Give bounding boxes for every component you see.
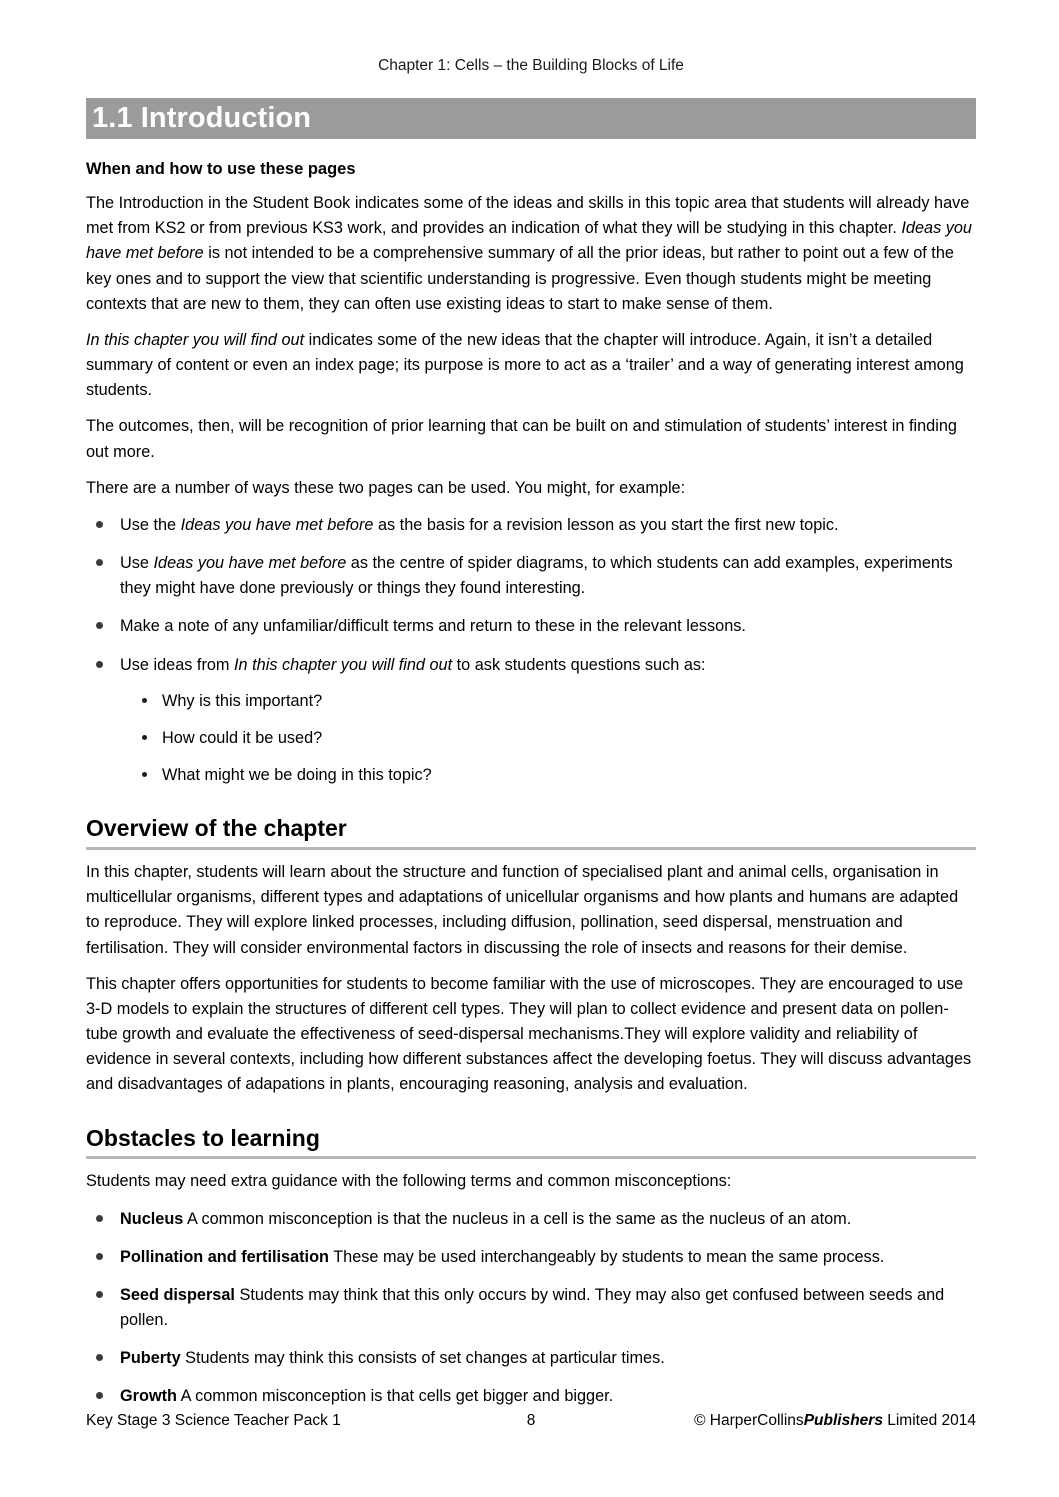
bullet-disc-icon: [96, 1253, 103, 1260]
question-bullet-0: Why is this important?: [162, 691, 323, 710]
list-item: [86, 1283, 976, 1333]
question-bullet-list: [135, 689, 976, 789]
list-item: [86, 1346, 976, 1371]
subheading-when-and-how: When and how to use these pages: [86, 159, 356, 178]
page-footer: [86, 1412, 976, 1431]
obstacle-text-3: Students may think this consists of set changes at particular times.: [180, 1349, 665, 1368]
usage-bullet-list: [86, 513, 976, 788]
intro-paragraph-3: The outcomes, then, will be recognition of prior learning that can be built on and stimulation of students’ interest in finding out more.: [86, 417, 957, 461]
intro-p2-text: indicates some of the new ideas that the chapter will introduce. Again, it isn’t a detailed summary of content or even an index page; its purpose is more to act as a ‘trailer’ and a way of generating interest among students.: [86, 330, 964, 400]
bullet-disc-icon: [96, 559, 103, 566]
obstacle-term-1: Pollination and fertilisation: [120, 1247, 329, 1266]
list-item: [86, 653, 976, 789]
obstacle-term-2: Seed dispersal: [120, 1285, 235, 1304]
bullet-disc-icon: [96, 661, 103, 668]
list-item: [86, 1384, 976, 1409]
section-banner: [86, 98, 976, 139]
intro-paragraph-2: [86, 328, 976, 404]
usage-bullet-1-pre: Use: [120, 554, 154, 573]
bullet-disc-icon: [96, 1354, 103, 1361]
question-bullet-1: How could it be used?: [162, 728, 323, 747]
obstacle-text-0: A common misconception is that the nucleus in a cell is the same as the nucleus of an atom.: [183, 1209, 852, 1228]
intro-paragraph-1: [86, 191, 976, 317]
banner-title: 1.1 Introduction: [92, 101, 312, 134]
intro-p2-emphasis: In this chapter you will find out: [86, 330, 305, 349]
obstacle-term-0: Nucleus: [120, 1209, 184, 1228]
overview-paragraph-1: In this chapter, students will learn about the structure and function of specialised plant and animal cells, organisation in multicellular organisms, different types and adaptations of unicellular organisms and how plants and humans are adapted to reproduce. They will explore linked processes, including diffusion, pollination, seed dispersal, menstruation and fertilisation. They will consider environmental factors in discussing the role of insects and reasons for their demise.: [86, 863, 959, 957]
bullet-disc-icon: [96, 1215, 103, 1222]
intro-p1-emphasis: Ideas you have met before: [86, 219, 972, 263]
intro-paragraph-4: There are a number of ways these two pages can be used. You might, for example:: [86, 478, 686, 497]
question-bullet-wrapper: [135, 689, 976, 789]
usage-bullet-3-post: to ask students questions such as:: [452, 655, 706, 674]
footer-row: [86, 1412, 976, 1431]
obstacles-intro-paragraph: Students may need extra guidance with the following terms and common misconceptions:: [86, 1172, 732, 1191]
usage-bullet-2-pre: Make a note of any unfamiliar/difficult terms and return to these in the relevant lessons.: [120, 617, 746, 636]
footer-page-number: 8: [526, 1412, 536, 1429]
section-heading-overview: Overview of the chapter: [86, 814, 976, 850]
usage-bullet-0-pre: Use the: [120, 515, 181, 534]
intro-p1-text-a: The Introduction in the Student Book indicates some of the ideas and skills in this topic area that students will already have met from KS2 or from previous KS3 work, and provides an indication of what they will be studying in this chapter.: [86, 194, 970, 238]
list-item: [135, 689, 976, 714]
list-item: [86, 551, 976, 601]
obstacle-term-4: Growth: [120, 1387, 177, 1406]
obstacles-bullet-list: [86, 1207, 976, 1410]
running-header: Chapter 1: Cells – the Building Blocks of Life: [378, 57, 684, 74]
obstacle-text-4: A common misconception is that cells get bigger and bigger.: [176, 1387, 614, 1406]
list-item: [86, 1245, 976, 1270]
usage-bullet-3-emphasis: In this chapter you will find out: [234, 655, 453, 674]
list-item: [86, 1207, 976, 1232]
usage-bullet-0-emphasis: Ideas you have met before: [180, 515, 374, 534]
usage-bullet-1-emphasis: Ideas you have met before: [153, 554, 347, 573]
page-content: [86, 0, 976, 1410]
footer-copyright: [694, 1412, 976, 1431]
usage-bullet-1-post: as the centre of spider diagrams, to which students can add examples, experiments they might have done previously or things they found interesting.: [120, 554, 953, 598]
list-item: [86, 614, 976, 639]
bullet-disc-icon: [142, 735, 147, 740]
obstacle-text-1: These may be used interchangeably by students to mean the same process.: [328, 1247, 885, 1266]
bullet-disc-icon: [96, 521, 103, 528]
usage-bullet-3-pre: Use ideas from: [120, 655, 235, 674]
list-item: [135, 763, 976, 788]
obstacle-text-2: Students may think that this only occurs by wind. They may also get confused between seeds and pollen.: [120, 1285, 945, 1330]
bullet-disc-icon: [96, 622, 103, 629]
bullet-disc-icon: [96, 1392, 103, 1399]
overview-paragraph-2: This chapter offers opportunities for students to become familiar with the use of microscopes. They are encouraged to use 3-D models to explain the structures of different cell types. They will plan to collect evidence and present data on pollen-tube growth and evaluate the effectiveness of seed-dispersal mechanisms.They will explore validity and reliability of evidence in several contexts, including how different substances affect the developing foetus. They will discuss advantages and disadvantages of adapations in plants, encouraging reasoning, analysis and evaluation.: [86, 974, 972, 1094]
list-item: [86, 513, 976, 538]
bullet-disc-icon: [142, 772, 147, 777]
list-item: [135, 726, 976, 751]
usage-bullet-0-post: as the basis for a revision lesson as you start the first new topic.: [373, 515, 839, 534]
copyright-publishers: Publishers: [803, 1412, 883, 1429]
obstacle-term-3: Puberty: [120, 1349, 181, 1368]
copyright-pre: © HarperCollins: [694, 1412, 804, 1429]
copyright-post: Limited 2014: [882, 1412, 976, 1429]
section-heading-obstacles: Obstacles to learning: [86, 1124, 976, 1160]
question-bullet-2: What might we be doing in this topic?: [162, 766, 432, 785]
intro-p1-text-b: is not intended to be a comprehensive summary of all the prior ideas, but rather to point out a few of the key ones and to support the view that scientific understanding is progressive. Even though students might be meeting contexts that are new to them, they can often use existing ideas to start to make sense of them.: [86, 244, 954, 313]
bullet-disc-icon: [142, 698, 147, 703]
footer-title: Key Stage 3 Science Teacher Pack 1: [86, 1412, 341, 1429]
bullet-disc-icon: [96, 1291, 103, 1298]
